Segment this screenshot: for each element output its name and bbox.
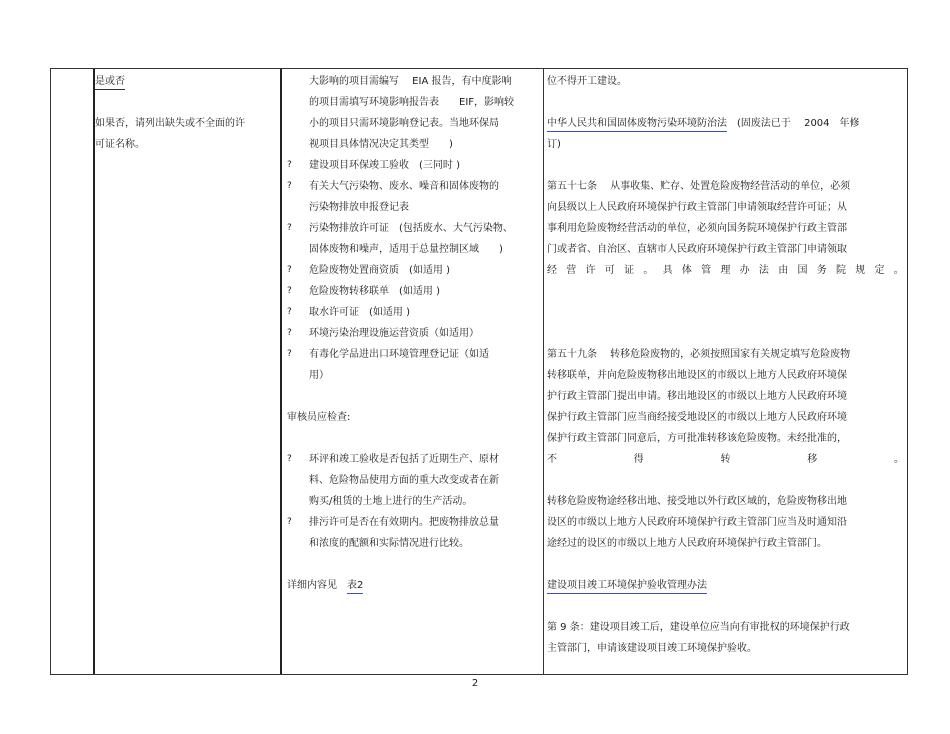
permit-item-text: 固体废物和噪声，适用于总量控制区域 ) [309, 244, 503, 255]
char: 国 [797, 265, 808, 276]
spacer [547, 596, 907, 617]
permit-item-text: 污染物排放申报登记表 [309, 202, 409, 213]
char: 办 [739, 265, 750, 276]
law1-title: 中华人民共和国固体废物污染环境防治法 [547, 117, 727, 132]
check-item-text: 环评和竣工验收是否包括了近期生产、原材 [309, 454, 499, 465]
article-59-line: 转移联单，并向危险废物移出地设区的市级以上地方人民政府环境保 [547, 370, 847, 381]
permit-item-text: 污染物排放许可证 (包括废水、大气污染物、 [309, 223, 513, 234]
intro-line: 视项目具体情况决定其类型 ) [309, 139, 453, 150]
article-57-line: 事利用危险废物经营活动的单位，必须向国务院环境保护行政主管部 [547, 223, 847, 234]
missing-permit-prompt-cont: 可证名称。 [95, 139, 145, 150]
permit-item [287, 281, 544, 302]
char: 移 [807, 454, 818, 465]
article-59-line: 第五十九条 转移危险废物的，必须按照国家有关规定填写危险废物 [547, 349, 851, 360]
permit-item-text: 建设项目环保竣工验收 (三同时 ) [309, 160, 460, 171]
permit-item [287, 302, 544, 323]
detail-reference [287, 575, 544, 596]
bullet-icon: ? [287, 265, 292, 275]
page-number: 2 [471, 678, 479, 689]
char: 。 [894, 454, 904, 465]
article-9-line: 第 9 条：建设项目竣工后，建设单位应当向有审批权的环境保护行政 [547, 622, 850, 633]
law1-heading [547, 113, 907, 134]
char: 法 [758, 265, 769, 276]
law2-title: 建设项目竣工环境保护验收管理办法 [547, 579, 707, 594]
bullet-icon: ? [287, 286, 292, 296]
article-59b-line: 转移危险废物途经移出地、接受地以外行政区域的，危险废物移出地 [547, 496, 847, 507]
intro-line: 大影响的项目需编写 EIA 报告，有中度影响 [309, 76, 512, 87]
char: 营 [566, 265, 577, 276]
permits-column [287, 69, 544, 674]
bullet-icon: ? [287, 328, 292, 338]
char: 由 [778, 265, 789, 276]
permit-item-text: 环境污染治理设施运营资质（如适用） [309, 328, 479, 339]
permit-item-text: 有关大气污染物、废水、噪音和固体废物的 [309, 181, 499, 192]
check-item-text: 排污许可是否在有效期内。把废物排放总量 [309, 517, 499, 528]
article-57-last-line [547, 260, 904, 281]
bullet-icon: ? [287, 517, 292, 527]
missing-permit-prompt: 如果否，请列出缺失或不全面的许 [95, 118, 245, 129]
requirements-table [50, 68, 908, 675]
regulations-column [547, 69, 907, 674]
bullet-icon: ? [287, 349, 292, 359]
char: 具 [662, 265, 673, 276]
char: 定 [874, 265, 885, 276]
char: 得 [633, 454, 644, 465]
top-line: 位不得开工建设。 [547, 76, 627, 87]
check-item-text: 料、危险物品使用方面的重大改变或者在新 [309, 475, 499, 486]
spacer [547, 155, 907, 176]
article-59-line: 护行政主管部门提出申请。移出地设区的市级以上地方人民政府环境 [547, 391, 847, 402]
article-59b-line: 途经过的设区的市级以上地方人民政府环境保护行政主管部门。 [547, 538, 827, 549]
detail-link[interactable]: 表2 [347, 579, 363, 594]
spacer [287, 428, 544, 449]
bullet-icon: ? [287, 223, 292, 233]
permit-item-text: 有毒化学品进出口环境管理登记证（如适 [309, 349, 489, 360]
permit-item [287, 323, 544, 344]
char: 管 [701, 265, 712, 276]
reviewer-heading: 审核员应检查: [287, 412, 351, 423]
article-57-line: 向县级以上人民政府环境保护行政主管部门申请领取经营许可证；从 [547, 202, 847, 213]
char: 可 [604, 265, 615, 276]
permit-item [287, 344, 544, 386]
bullet-icon: ? [287, 454, 292, 464]
article-57-line: 第五十七条 从事收集、贮存、处置危险废物经营活动的单位，必须 [547, 181, 851, 192]
permit-item [287, 218, 544, 260]
spacer [547, 281, 907, 344]
permit-item [287, 260, 544, 281]
article-59-last-line [547, 449, 904, 470]
permit-item-text: 用） [309, 370, 329, 381]
check-item [287, 449, 544, 512]
detail-prefix: 详细内容见 [287, 580, 347, 591]
article-59-line: 保护行政主管部门同意后，方可批准转移该危险废物。未经批准的， [547, 433, 847, 444]
law1-note-cont: 订) [547, 139, 561, 150]
char: 务 [816, 265, 827, 276]
check-item [287, 512, 544, 554]
char: 理 [720, 265, 731, 276]
intro-line: 的项目需填写环境影响报告表 EIF，影响较 [309, 97, 515, 108]
char: 。 [893, 265, 904, 276]
bullet-icon: ? [287, 181, 292, 191]
check-item-text: 和浓度的配额和实际情况进行比较。 [309, 538, 469, 549]
char: 。 [643, 265, 654, 276]
intro-line: 小的项目只需环境影响登记表。当地环保局 [309, 118, 499, 129]
char: 经 [547, 265, 557, 276]
permit-item-text: 取水许可证 (如适用 ) [309, 307, 410, 318]
char: 体 [681, 265, 692, 276]
check-item-text: 购买/租赁的土地上进行的生产活动。 [309, 496, 473, 507]
law2-heading [547, 575, 907, 596]
article-59-line: 保护行政主管部门应当商经接受地设区的市级以上地方人民政府环境 [547, 412, 847, 423]
yes-no-field: 是或否 [95, 75, 125, 90]
spacer [547, 470, 907, 491]
permit-item-text: 危险废物处置商资质 (如适用 ) [309, 265, 450, 276]
char: 证 [624, 265, 635, 276]
char: 不 [547, 454, 557, 465]
permit-item [287, 155, 544, 176]
permit-item-text: 危险废物转移联单 (如适用 ) [309, 286, 440, 297]
char: 转 [720, 454, 731, 465]
char: 院 [835, 265, 846, 276]
article-9-line: 主管部门，申请该建设项目竣工环境保护验收。 [547, 643, 757, 654]
bullet-icon: ? [287, 160, 292, 170]
permit-item [287, 176, 544, 218]
article-57-line: 门或者省、自治区、直辖市人民政府环境保护行政主管部门申请领取 [547, 244, 847, 255]
article-59b-line: 设区的市级以上地方人民政府环境保护行政主管部门应当及时通知沿 [547, 517, 847, 528]
char: 规 [855, 265, 866, 276]
bullet-icon: ? [287, 307, 292, 317]
char: 许 [585, 265, 596, 276]
law1-note: (固废法已于 2004 年修 [727, 118, 860, 129]
